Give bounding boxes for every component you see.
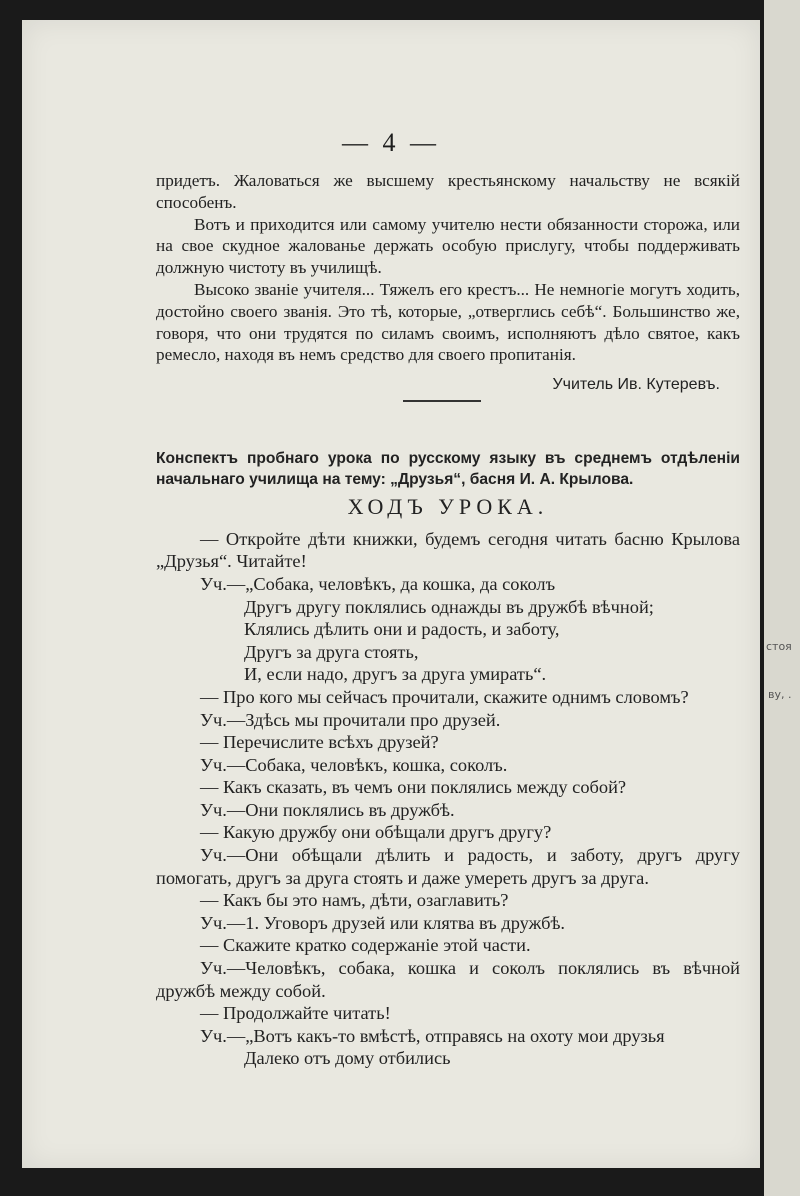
dialogue-line: — Какую дружбу они обѣщали другъ другу?: [200, 822, 552, 843]
author-signature: Учитель Ив. Кутеревъ.: [552, 376, 720, 394]
dialogue-line: Уч.—Человѣкъ, собака, кошка и соколъ поклялись въ вѣчной дружбѣ между собой.: [156, 958, 740, 1001]
paragraph: придетъ. Жаловаться же высшему крестьянскому начальству не всякій способенъ.: [156, 171, 740, 212]
document-page: [22, 20, 760, 1168]
dialogue-line: — Какъ бы это намъ, дѣти, озаглавить?: [200, 890, 509, 911]
adjacent-page-edge: [764, 0, 800, 1196]
lesson-heading: Конспектъ пробнаго урока по русскому языку въ среднемъ отдѣленіи начальнаго училища на тему: „Друзья“, басня И. А. Крылова.: [156, 449, 740, 488]
edge-fragment: ву, .: [768, 688, 792, 701]
edge-fragment: стоя: [766, 640, 792, 653]
dialogue-line: Уч.—Они поклялись въ дружбѣ.: [200, 799, 455, 820]
dialogue-line: Уч.—„Собака, человѣкъ, да кошка, да соколъ: [200, 573, 556, 594]
verse-line: Далеко отъ дому отбились: [244, 1048, 451, 1069]
dialogue-line: Уч.—Собака, человѣкъ, кошка, соколъ.: [200, 754, 508, 775]
dialogue-line: Уч.—Здѣсь мы прочитали про друзей.: [200, 709, 501, 730]
dialogue-line: — Про кого мы сейчасъ прочитали, скажите однимъ словомъ?: [200, 686, 689, 707]
paragraph: Высоко званіе учителя... Тяжелъ его крестъ... Не немногіе могутъ ходить, достойно своего званія. Это тѣ, которые, „отверглись себѣ“. Большинство же, говоря, что они трудятся по силамъ своимъ, исполняютъ дѣло святое, какъ ремесло, находя въ немъ средство для своего пропитанія.: [156, 279, 740, 365]
paragraph: Вотъ и приходится или самому учителю нести обязанности сторожа, или на свое скудное жалованье держать особую прислугу, чтобы поддерживать должную чистоту въ училищѣ.: [156, 214, 740, 278]
section-divider: [403, 400, 481, 402]
lesson-subheading: ХОДЪ УРОКА.: [347, 493, 549, 519]
dialogue-line: — Какъ сказать, въ чемъ они поклялись между собой?: [200, 777, 627, 798]
lesson-body: [156, 528, 740, 1070]
dialogue-line: — Перечислите всѣхъ друзей?: [200, 732, 439, 753]
dialogue-line: Уч.—Они обѣщали дѣлить и радость, и заботу, другъ другу помогать, другъ за друга стоять и даже умереть другъ за друга.: [156, 845, 740, 888]
page-number: — 4 —: [342, 128, 440, 157]
dialogue-line: Уч.—„Вотъ какъ-то вмѣстѣ, отправясь на охоту мои друзья: [200, 1025, 665, 1046]
verse-line: Клялись дѣлить они и радость, и заботу,: [244, 619, 560, 640]
verse-line: И, если надо, другъ за друга умирать“.: [244, 664, 547, 685]
dialogue-line: Уч.—1. Уговоръ друзей или клятва въ дружбѣ.: [200, 912, 566, 933]
dialogue-line: — Продолжайте читать!: [200, 1003, 391, 1024]
page-content: [156, 170, 740, 1070]
dialogue-line: — Откройте дѣти книжки, будемъ сегодня читать басню Крылова „Друзья“. Читайте!: [156, 528, 740, 572]
verse-line: Другъ за друга стоять,: [244, 641, 419, 662]
dialogue-line: — Скажите кратко содержаніе этой части.: [200, 935, 531, 956]
verse-line: Другъ другу поклялись однажды въ дружбѣ вѣчной;: [244, 596, 654, 617]
